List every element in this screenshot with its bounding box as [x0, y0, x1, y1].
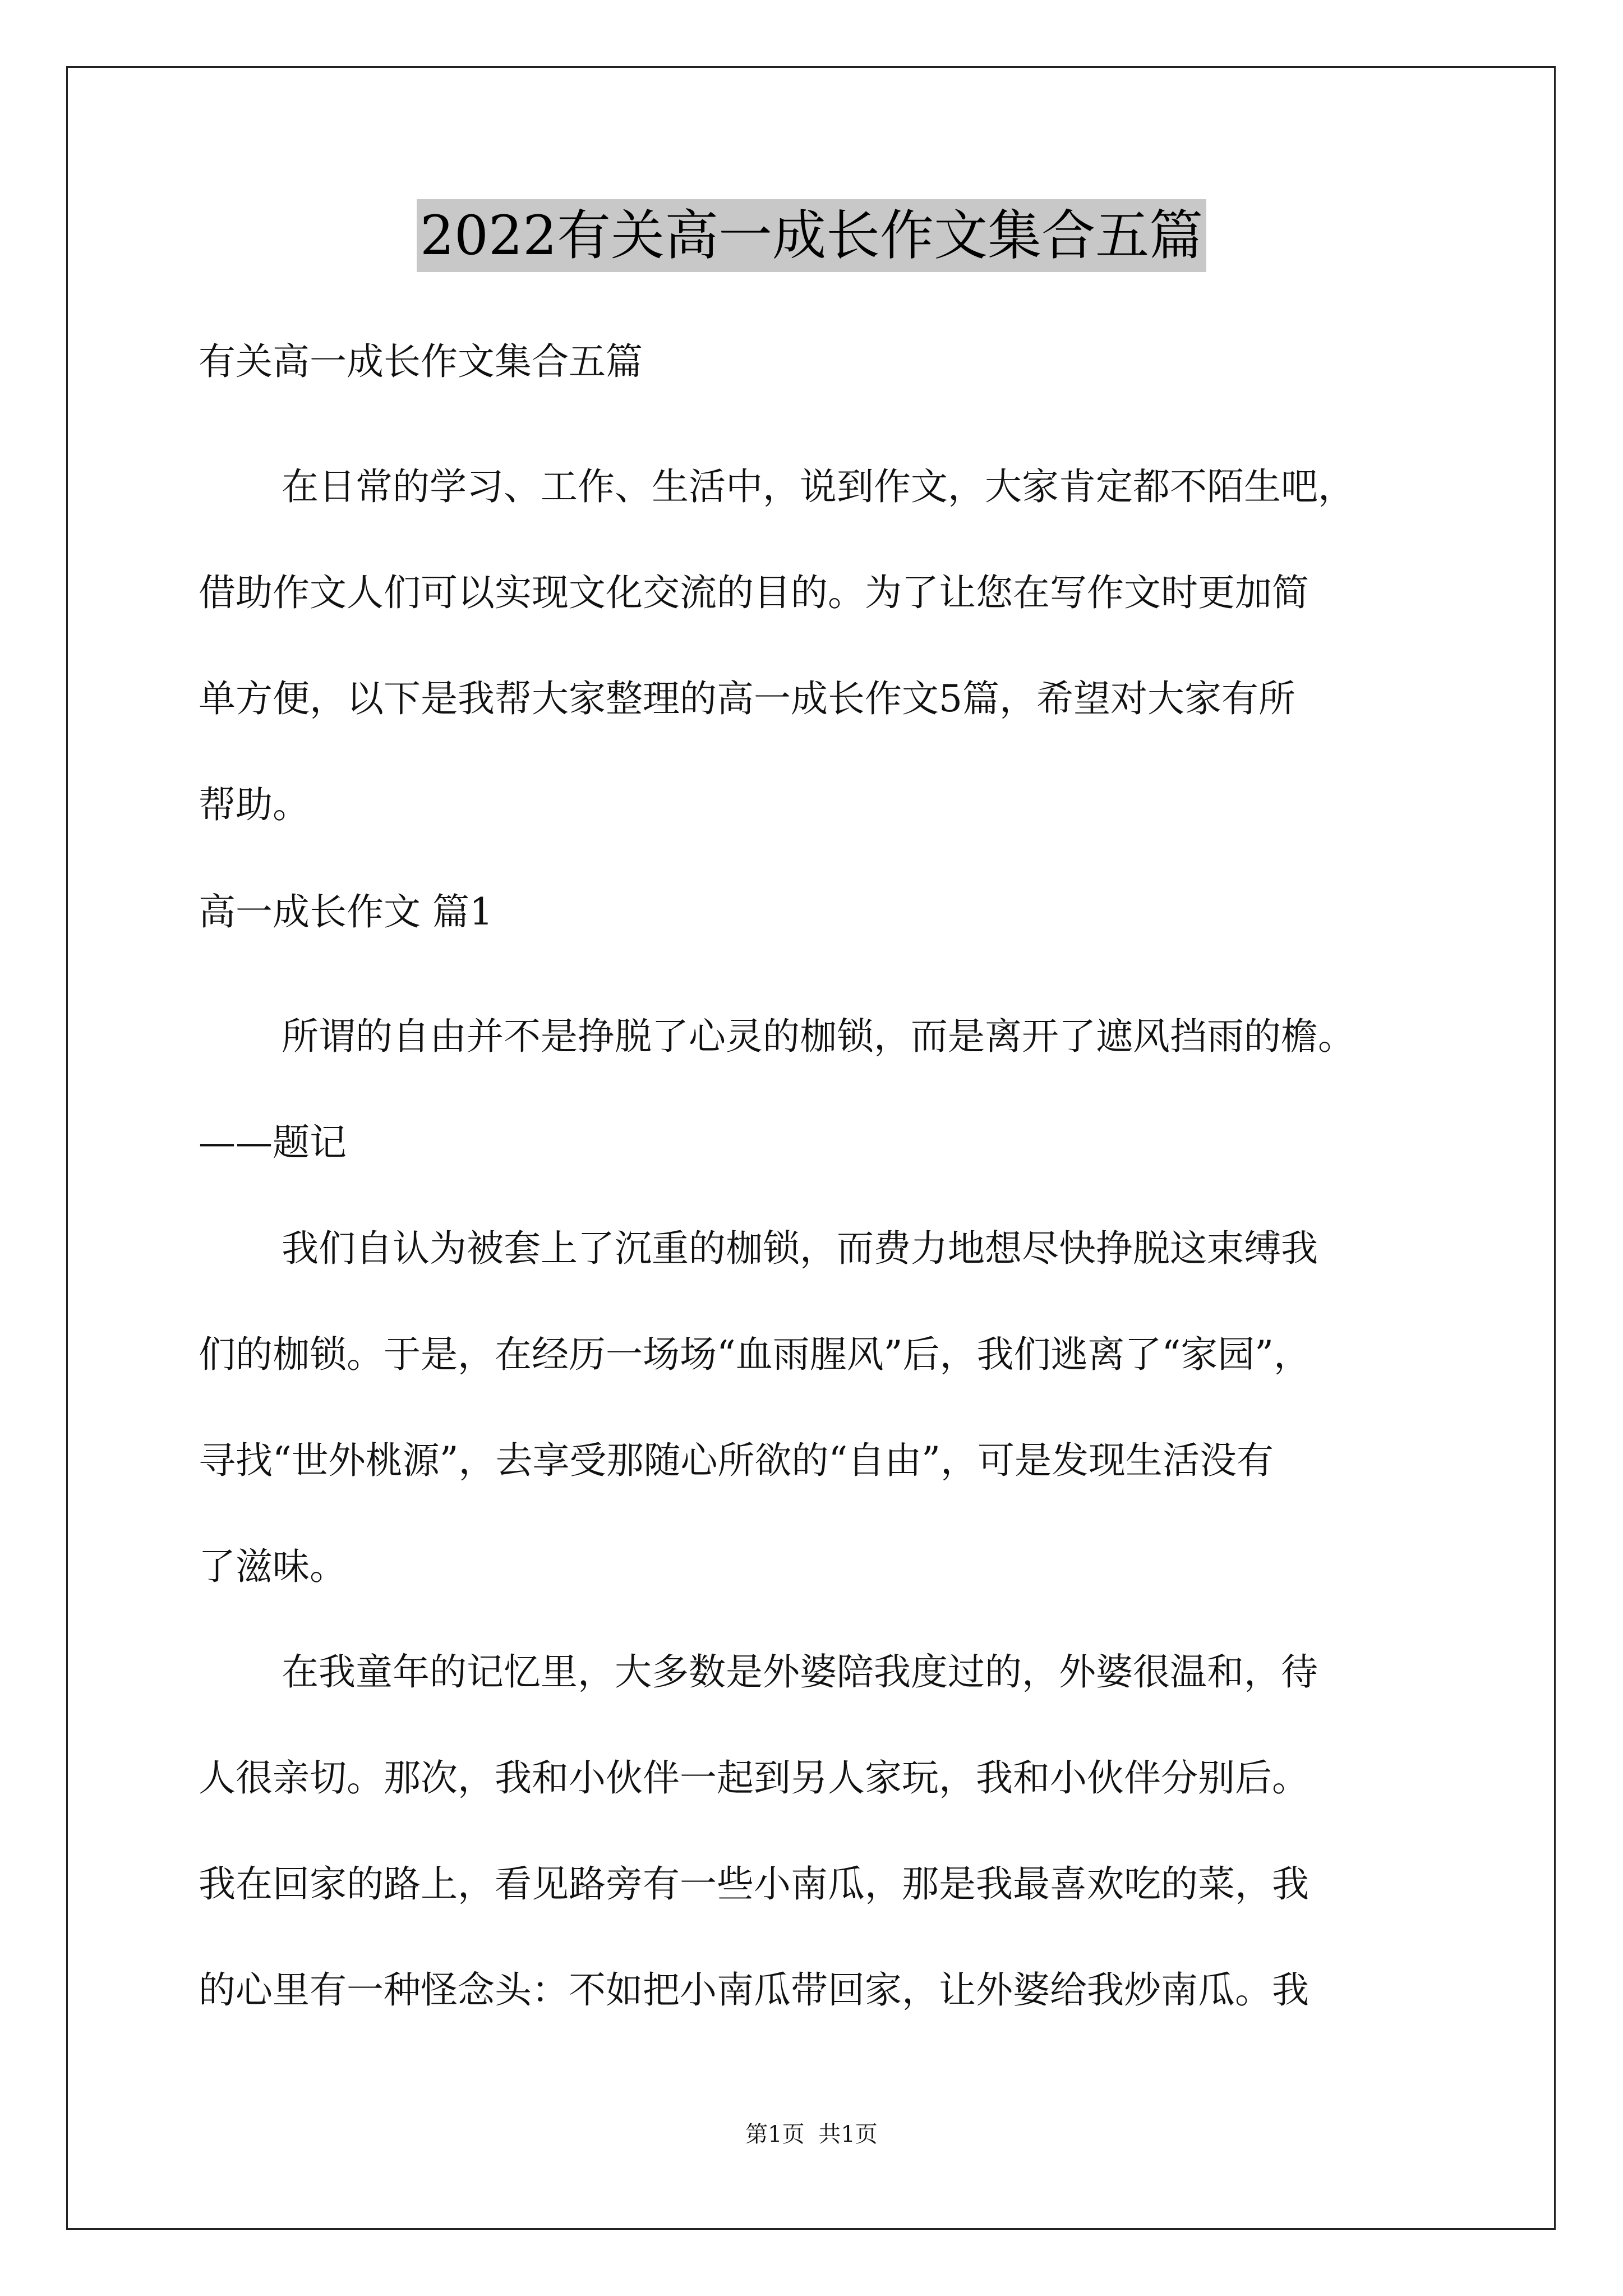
document-title: 2022有关高一成长作文集合五篇	[417, 199, 1206, 272]
paragraph-line: 我们自认为被套上了沉重的枷锁，而费力地想尽快挣脱这束缚我	[282, 1227, 1318, 1270]
paragraph-line: 单方便，以下是我帮大家整理的高一成长作文5篇，希望对大家有所	[199, 677, 1295, 720]
page-total: 共1页	[818, 2122, 878, 2147]
paragraph-line: 们的枷锁。于是，在经历一场场“血雨腥风”后，我们逃离了“家园”，	[199, 1333, 1311, 1376]
paragraph-line: 帮助。	[199, 783, 310, 826]
paragraph-line: 我在回家的路上，看见路旁有一些小南瓜，那是我最喜欢吃的菜，我	[199, 1862, 1309, 1906]
page-number: 第1页	[745, 2122, 805, 2147]
page-footer	[0, 2118, 1623, 2151]
paragraph-line: 借助作文人们可以实现文化交流的目的。为了让您在写作文时更加简	[199, 571, 1309, 614]
subtitle-line: 有关高一成长作文集合五篇	[199, 340, 643, 383]
paragraph-line: 的心里有一种怪念头：不如把小南瓜带回家，让外婆给我炒南瓜。我	[199, 1968, 1309, 2012]
title-container	[0, 199, 1623, 272]
paragraph-line: 寻找“世外桃源”，去享受那随心所欲的“自由”，可是发现生活没有	[199, 1439, 1274, 1482]
paragraph-line: 在我童年的记忆里，大多数是外婆陪我度过的，外婆很温和，待	[282, 1650, 1318, 1694]
section-heading: 高一成长作文 篇1	[199, 890, 493, 933]
paragraph-line: 所谓的自由并不是挣脱了心灵的枷锁，而是离开了遮风挡雨的檐。	[282, 1015, 1355, 1058]
paragraph-line: 在日常的学习、工作、生活中，说到作文，大家肯定都不陌生吧，	[282, 465, 1355, 508]
epigraph-attribution: ——题记	[199, 1121, 347, 1164]
paragraph-line: 了滋味。	[199, 1545, 347, 1588]
paragraph-line: 人很亲切。那次，我和小伙伴一起到另人家玩，我和小伙伴分别后。	[199, 1756, 1309, 1800]
